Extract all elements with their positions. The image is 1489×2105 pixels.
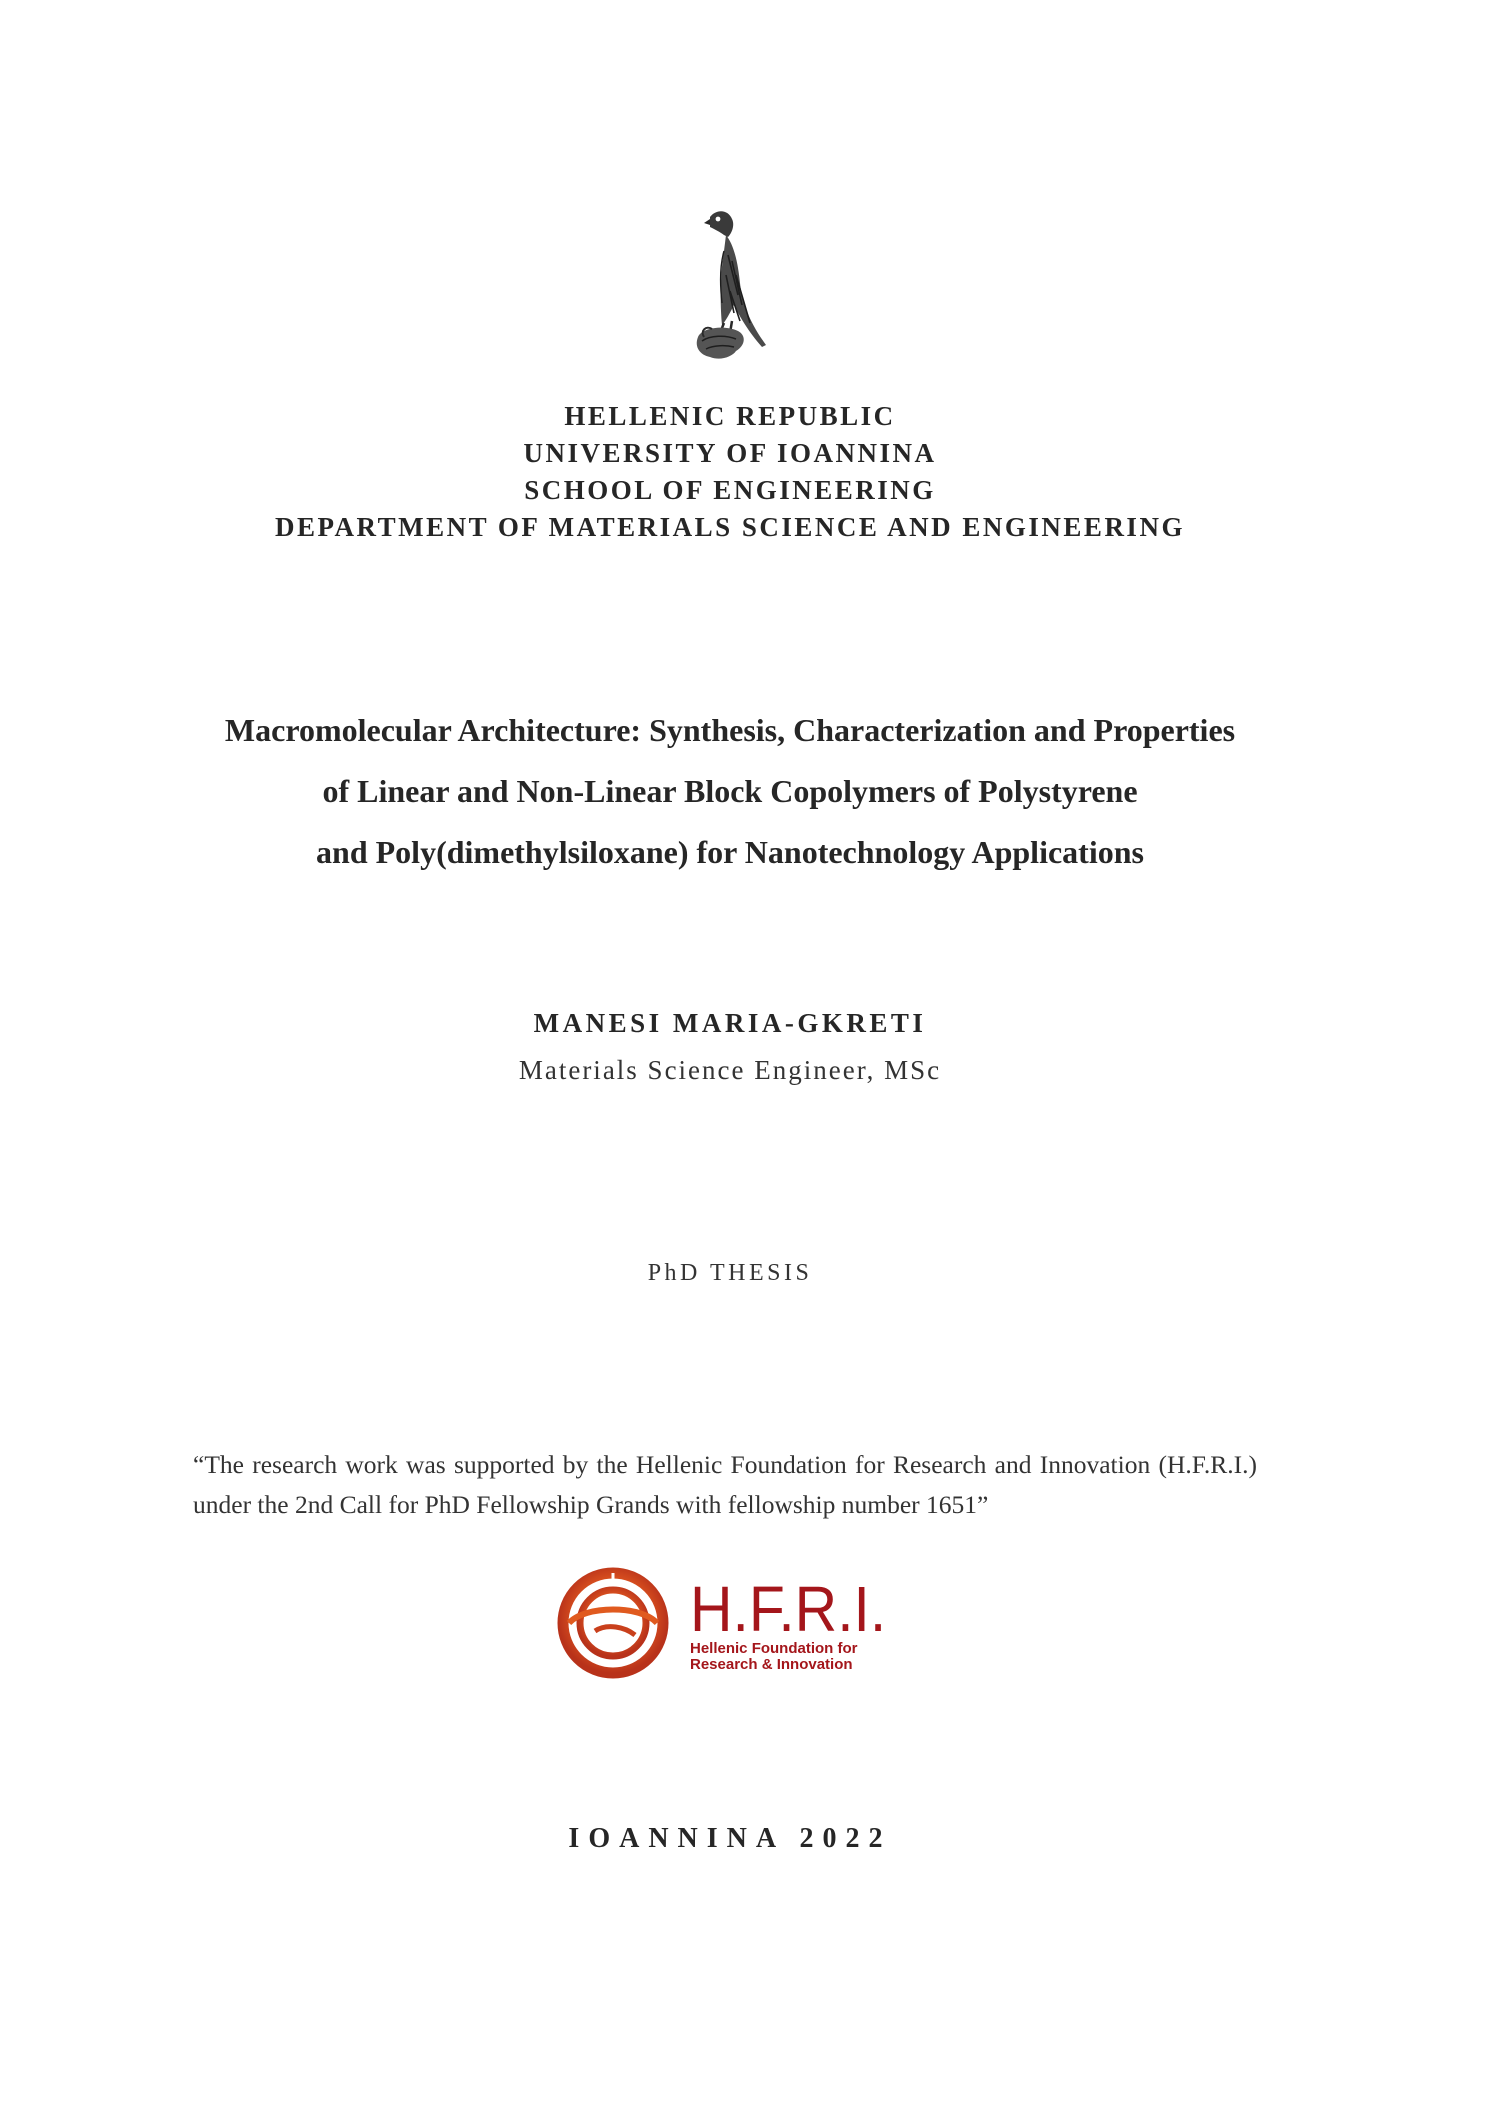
hfri-subtitle-line-2: Research & Innovation — [690, 1656, 853, 1673]
hfri-ring-logo-icon — [555, 1565, 675, 1680]
header-hellenic-republic: HELLENIC REPUBLIC — [564, 401, 896, 431]
thesis-title-line-3: and Poly(dimethylsiloxane) for Nanotechnology Applications — [316, 834, 1144, 870]
header-school: SCHOOL OF ENGINEERING — [524, 475, 936, 505]
header-department: DEPARTMENT OF MATERIALS SCIENCE AND ENGINEERING — [275, 512, 1185, 542]
funding-statement: “The research work was supported by the Hellenic Foundation for Research and Innovation (H.F.R.I.) under the 2nd Call for PhD Fellowship Grands with fellowship number 1651” — [193, 1450, 1257, 1519]
thesis-title — [0, 700, 1460, 883]
hfri-subtitle-line-1: Hellenic Foundation for — [690, 1640, 858, 1657]
hfri-abbreviation: H.F.R.I. — [690, 1573, 887, 1645]
thesis-title-line-2: of Linear and Non-Linear Block Copolymers of Polystyrene — [322, 773, 1138, 809]
author-title: Materials Science Engineer, MSc — [518, 1055, 942, 1085]
institution-header — [0, 398, 1460, 546]
author-name: MANESI MARIA-GKRETI — [533, 1008, 927, 1038]
thesis-type: PhD THESIS — [647, 1260, 813, 1286]
owl-emblem-icon — [680, 205, 780, 370]
university-emblem — [680, 205, 780, 370]
place-year: IOANNINA 2022 — [568, 1823, 892, 1854]
hfri-logo — [555, 1565, 895, 1680]
hfri-logo-text — [690, 1565, 903, 1673]
thesis-title-line-1: Macromolecular Architecture: Synthesis, Characterization and Properties — [224, 712, 1236, 748]
header-university: UNIVERSITY OF IOANNINA — [523, 438, 937, 468]
